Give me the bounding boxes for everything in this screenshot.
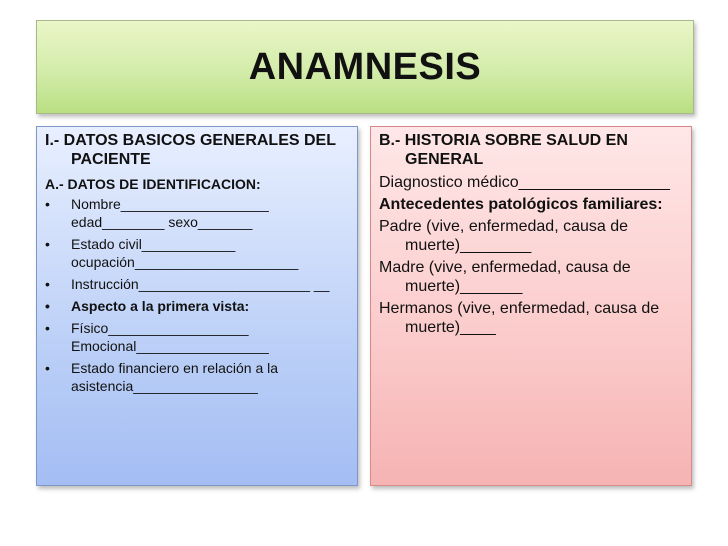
history-item: Antecedentes patológicos familiares: (379, 196, 663, 213)
history-item: Madre (vive, enfermedad, causa de muerte)_______ (379, 259, 631, 295)
left-panel-heading: I.- DATOS BASICOS GENERALES DEL PACIENTE (45, 132, 336, 168)
page-title: ANAMNESIS (248, 45, 482, 88)
bullet-icon: • (45, 360, 50, 376)
right-panel-heading: B.- HISTORIA SOBRE SALUD EN GENERAL (379, 132, 628, 168)
identification-list (45, 195, 349, 395)
title-banner (36, 20, 694, 114)
bullet-icon: • (45, 196, 50, 212)
history-item: Diagnostico médico_________________ (379, 174, 670, 191)
bullet-icon: • (45, 298, 50, 314)
list-item-text: Aspecto a la primera vista: (71, 298, 250, 314)
list-item (45, 275, 349, 293)
list-item (45, 235, 349, 271)
bullet-icon: • (45, 276, 50, 292)
list-item-text: Físico__________________ Emocional_________________ (71, 320, 269, 354)
patient-basic-data-panel (36, 126, 358, 486)
list-item-text: Instrucción______________________ __ (71, 276, 330, 292)
list-item-text: Estado civil____________ ocupación_____________________ (71, 236, 299, 270)
bullet-icon: • (45, 236, 50, 252)
bullet-icon: • (45, 320, 50, 336)
list-item (45, 195, 349, 231)
list-item (45, 297, 349, 315)
list-item-text: Estado financiero en relación a la asistencia________________ (71, 360, 279, 394)
list-item (45, 319, 349, 355)
list-item-text: Nombre___________________ edad________ sexo_______ (71, 196, 269, 230)
health-history-panel (370, 126, 692, 486)
identification-subheading: A.- DATOS DE IDENTIFICACION: (45, 176, 261, 192)
history-item: Hermanos (vive, enfermedad, causa de muerte)____ (379, 300, 660, 336)
history-item: Padre (vive, enfermedad, causa de muerte)________ (379, 218, 629, 254)
list-item (45, 359, 349, 395)
